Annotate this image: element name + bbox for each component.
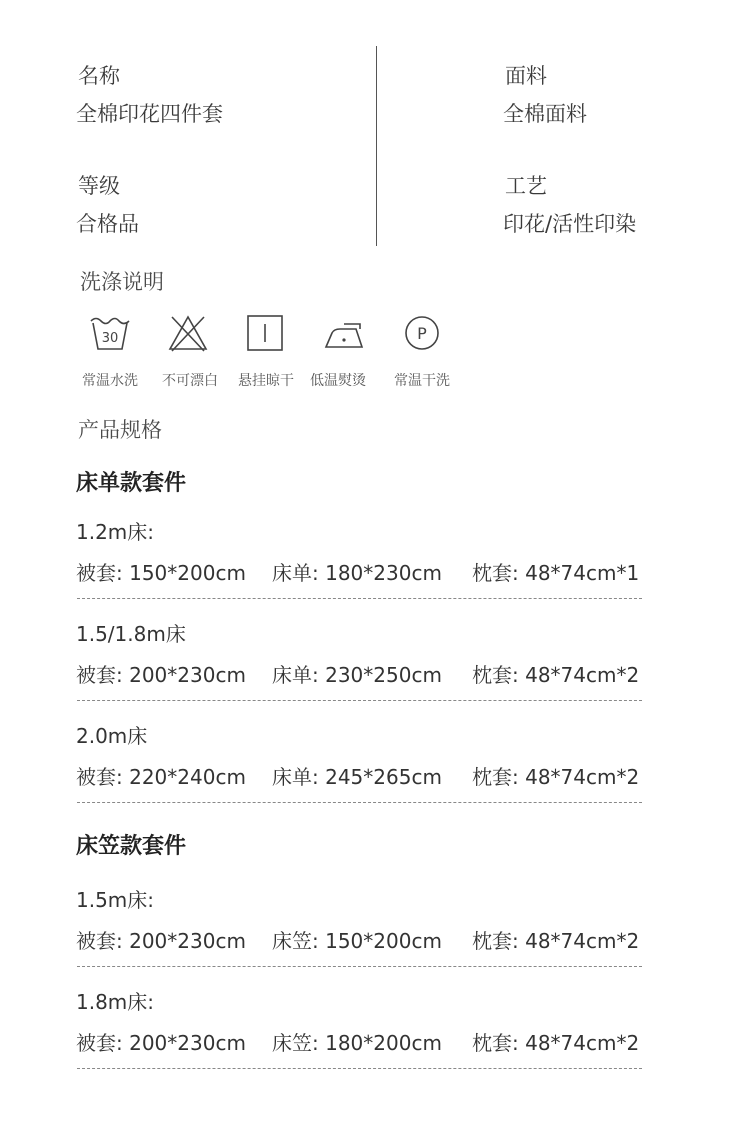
sheet-set-heading: 床单款套件	[76, 471, 187, 496]
row-divider	[77, 598, 642, 599]
specs-title: 产品规格	[78, 418, 162, 442]
duvet-spec: 被套: 150*200cm	[76, 561, 246, 585]
row-divider	[77, 802, 642, 803]
craft-value: 印花/活性印染	[503, 212, 637, 236]
size-label: 1.8m床:	[76, 990, 155, 1014]
duvet-spec: 被套: 200*230cm	[76, 1031, 246, 1055]
pillow-spec: 枕套: 48*74cm*2	[472, 1031, 640, 1055]
row-divider	[77, 1068, 642, 1069]
grade-value: 合格品	[76, 212, 139, 236]
name-label: 名称	[78, 64, 120, 88]
pillow-spec: 枕套: 48*74cm*2	[472, 929, 640, 953]
duvet-spec: 被套: 200*230cm	[76, 929, 246, 953]
grade-label: 等级	[78, 174, 120, 198]
row-divider	[77, 966, 642, 967]
pillow-spec: 枕套: 48*74cm*1	[472, 561, 640, 585]
care-label: 常温水洗	[82, 373, 138, 389]
dry-clean-p-icon	[400, 313, 444, 353]
craft-label: 工艺	[505, 174, 547, 198]
row-divider	[77, 700, 642, 701]
care-label: 常温干洗	[394, 373, 450, 389]
size-label: 1.5m床:	[76, 888, 155, 912]
care-label: 不可漂白	[162, 373, 218, 389]
fitted-sheet-spec: 床笠: 180*200cm	[272, 1031, 442, 1055]
hang-dry-icon	[244, 313, 288, 353]
duvet-spec: 被套: 200*230cm	[76, 663, 246, 687]
no-bleach-icon	[166, 313, 210, 353]
pillow-spec: 枕套: 48*74cm*2	[472, 765, 640, 789]
dry-clean-letter: P	[417, 324, 427, 343]
sheet-spec: 床单: 180*230cm	[272, 561, 442, 585]
duvet-spec: 被套: 220*240cm	[76, 765, 246, 789]
iron-low-icon	[322, 313, 366, 353]
size-label: 1.2m床:	[76, 520, 155, 544]
size-label: 2.0m床	[76, 724, 148, 748]
size-label: 1.5/1.8m床	[76, 622, 186, 646]
name-value: 全棉印花四件套	[76, 102, 223, 126]
fabric-label: 面料	[505, 64, 547, 88]
info-divider	[376, 46, 377, 246]
sheet-spec: 床单: 245*265cm	[272, 765, 442, 789]
wash-30-icon	[88, 313, 132, 353]
sheet-spec: 床单: 230*250cm	[272, 663, 442, 687]
fitted-set-heading: 床笠款套件	[76, 834, 187, 859]
care-label: 悬挂晾干	[238, 373, 294, 389]
fabric-value: 全棉面料	[503, 102, 587, 126]
wash-temp-text: 30	[101, 331, 119, 346]
pillow-spec: 枕套: 48*74cm*2	[472, 663, 640, 687]
fitted-sheet-spec: 床笠: 150*200cm	[272, 929, 442, 953]
care-title: 洗涤说明	[80, 270, 164, 294]
care-label: 低温熨烫	[310, 373, 366, 389]
